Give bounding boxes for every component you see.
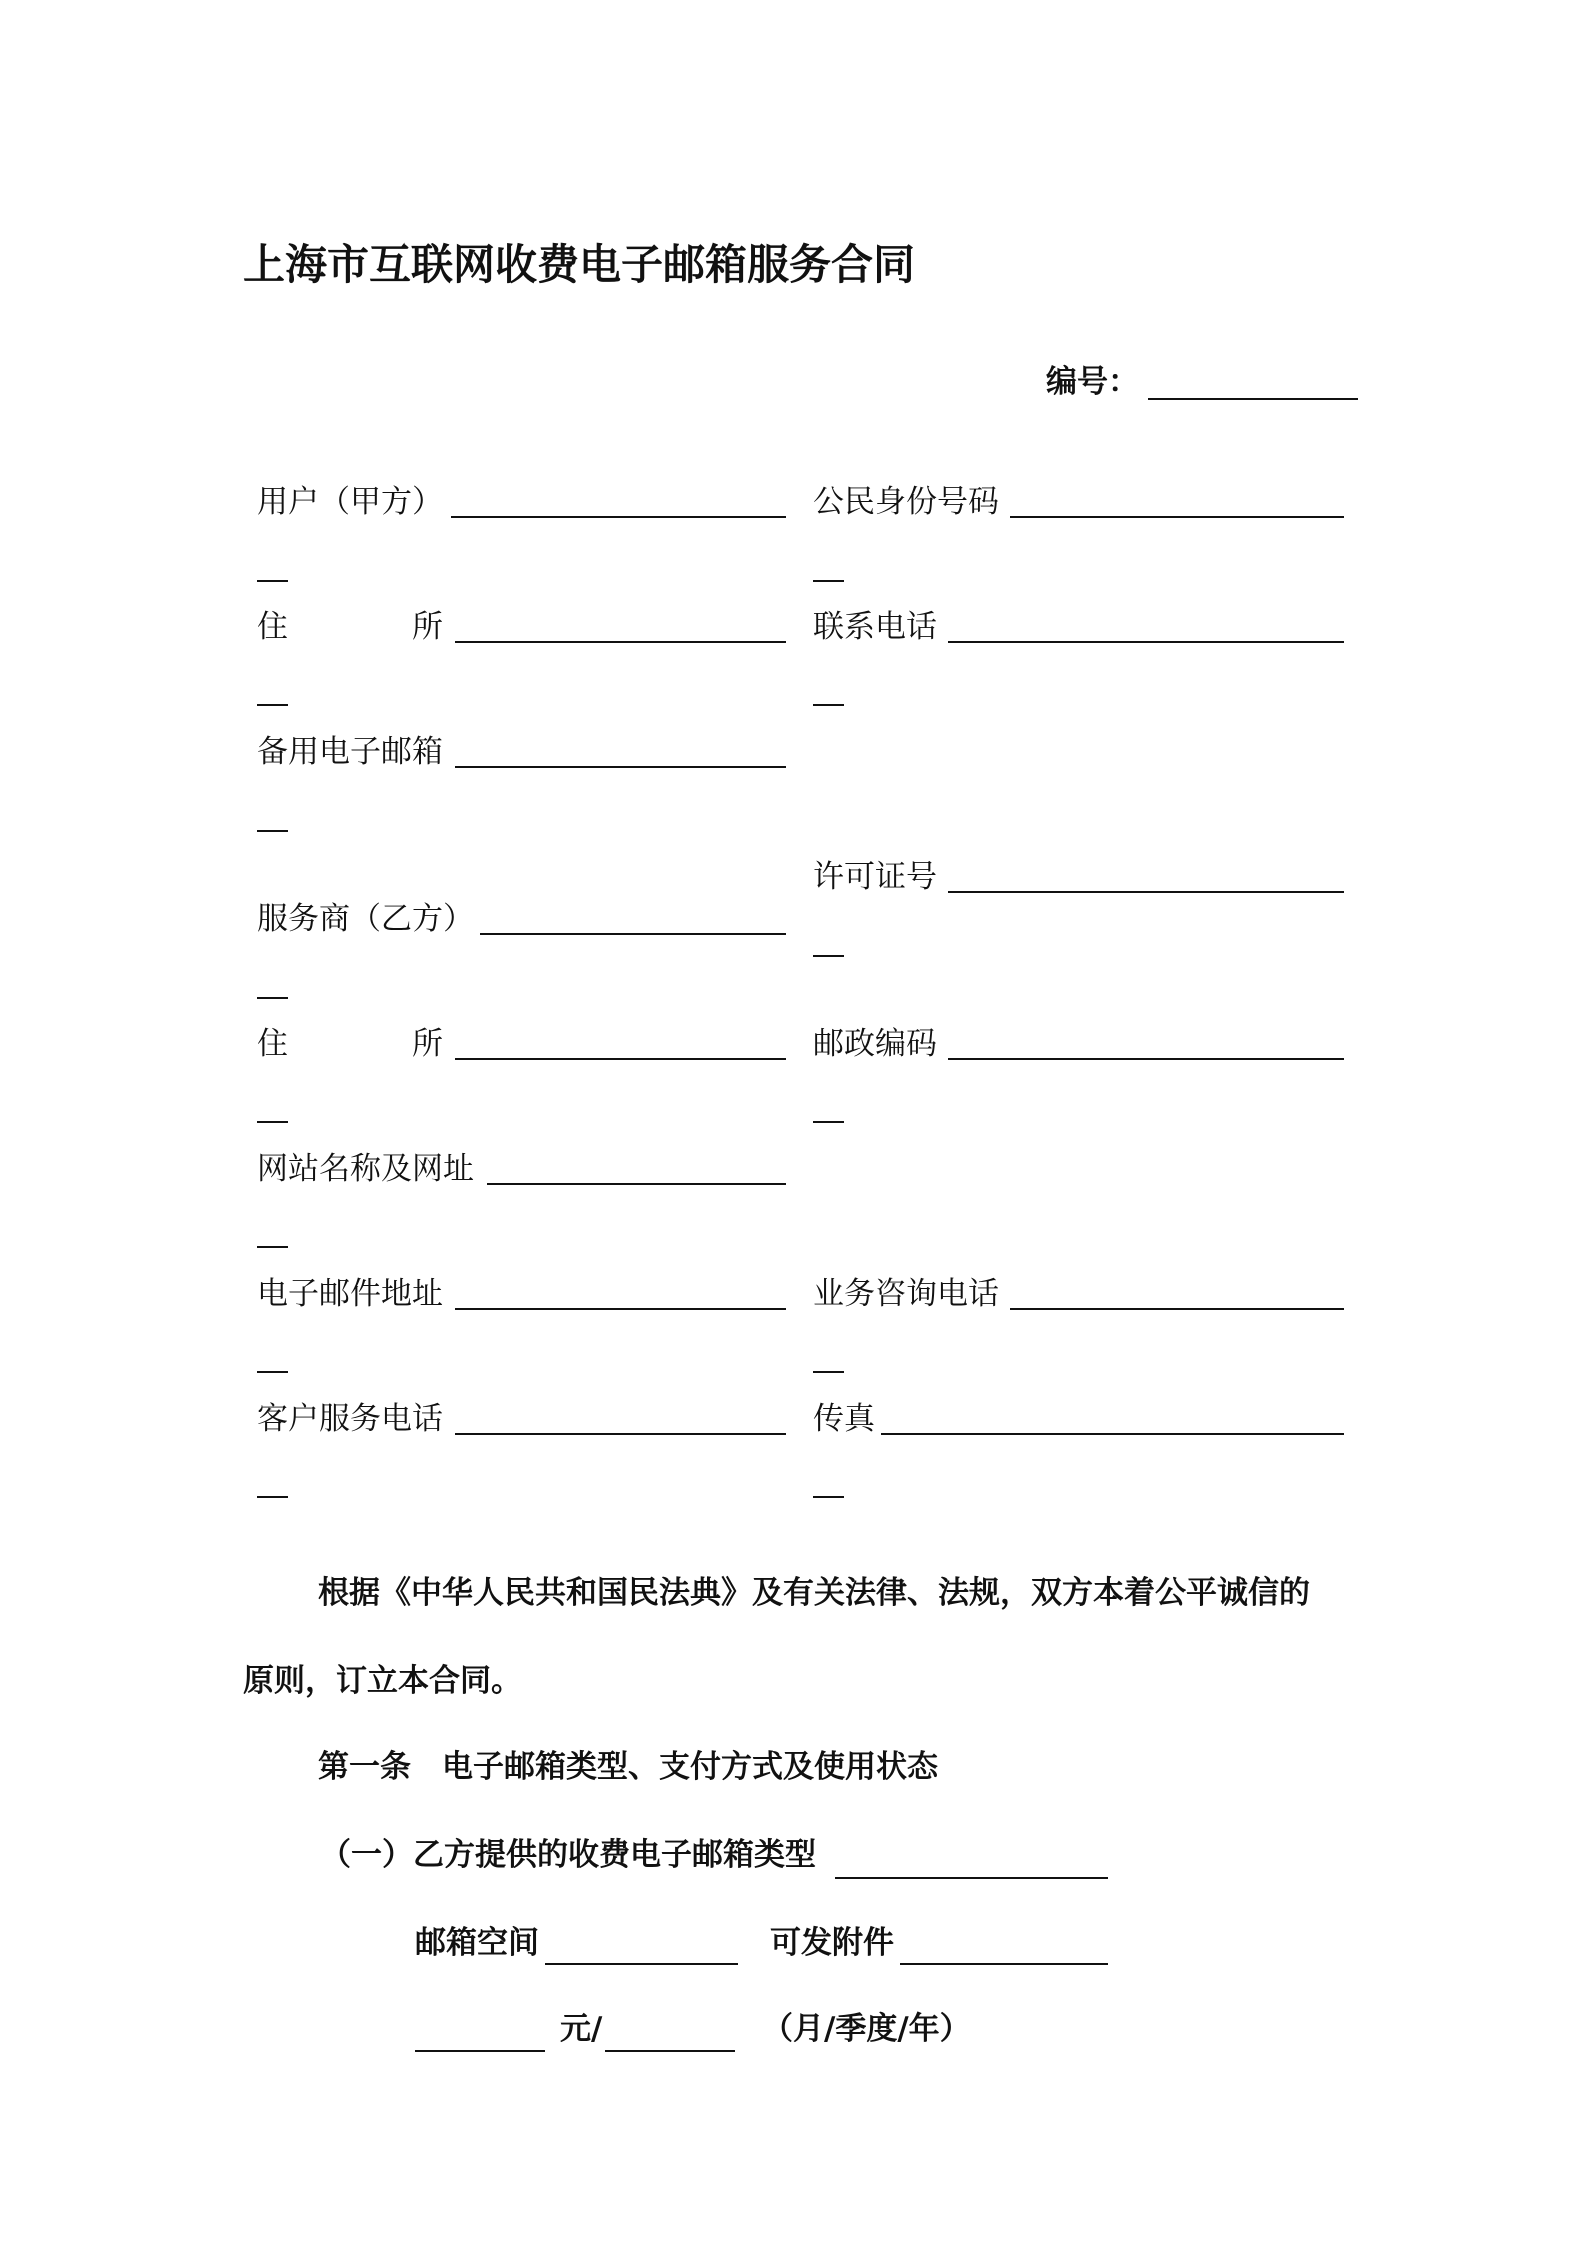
contract-number-label: 编号： [1046,364,1139,400]
inquiry-phone-label: 业务咨询电话 [813,1276,999,1312]
address-label-b: 住 所 [257,1026,443,1062]
clause-1-text: （一）乙方提供的收费电子邮箱类型 [320,1837,816,1873]
inquiry-phone-field[interactable] [1010,1308,1344,1310]
provider-party-field-tail [257,997,288,999]
inquiry-phone-field-tail [813,1371,844,1373]
license-number-field-tail [813,955,844,957]
contact-phone-field-tail [813,704,844,706]
intro-paragraph-line2: 原则，订立本合同。 [243,1663,522,1699]
address-field-b[interactable] [455,1058,786,1060]
mailbox-space-field[interactable] [545,1963,738,1965]
address-field-a-tail [257,704,288,706]
provider-party-label: 服务商（乙方） [257,901,474,937]
attachment-label: 可发附件 [770,1925,894,1961]
id-number-field[interactable] [1010,516,1344,518]
customer-service-phone-field[interactable] [455,1433,786,1435]
customer-service-phone-label: 客户服务电话 [257,1401,443,1437]
attachment-field[interactable] [900,1963,1108,1965]
price-unit-label: 元/ [560,2011,603,2047]
address-label-a: 住 所 [257,609,443,645]
article-1-heading: 第一条 电子邮箱类型、支付方式及使用状态 [318,1749,938,1785]
user-party-field[interactable] [451,516,786,518]
website-label: 网站名称及网址 [257,1151,474,1187]
address-field-b-tail [257,1121,288,1123]
website-field-tail [257,1246,288,1248]
price-amount-field[interactable] [415,2050,545,2052]
provider-party-field[interactable] [480,933,786,935]
fax-field[interactable] [881,1433,1344,1435]
backup-email-label: 备用电子邮箱 [257,734,443,770]
postal-code-field[interactable] [948,1058,1344,1060]
fax-field-tail [813,1496,844,1498]
mailbox-type-field[interactable] [835,1877,1108,1879]
customer-service-phone-field-tail [257,1496,288,1498]
backup-email-field[interactable] [455,766,786,768]
email-address-label: 电子邮件地址 [257,1276,443,1312]
price-period-field[interactable] [605,2050,735,2052]
postal-code-field-tail [813,1121,844,1123]
license-number-label: 许可证号 [813,859,937,895]
id-number-label: 公民身份号码 [813,484,999,520]
intro-paragraph-line1: 根据《中华人民共和国民法典》及有关法律、法规，双方本着公平诚信的 [318,1575,1310,1611]
user-party-label: 用户（甲方） [257,484,443,520]
contact-phone-field[interactable] [948,641,1344,643]
website-field[interactable] [487,1183,786,1185]
id-number-field-tail [813,580,844,582]
email-address-field-tail [257,1371,288,1373]
email-address-field[interactable] [455,1308,786,1310]
postal-code-label: 邮政编码 [813,1026,937,1062]
contact-phone-label: 联系电话 [813,609,937,645]
license-number-field[interactable] [948,891,1344,893]
document-title: 上海市互联网收费电子邮箱服务合同 [243,240,916,289]
address-field-a[interactable] [455,641,786,643]
contract-number-field[interactable] [1148,398,1358,400]
user-party-field-tail [257,580,288,582]
fax-label: 传真 [813,1401,875,1437]
backup-email-field-tail [257,830,288,832]
mailbox-space-label: 邮箱空间 [415,1925,539,1961]
period-options-label: （月/季度/年） [762,2011,971,2047]
